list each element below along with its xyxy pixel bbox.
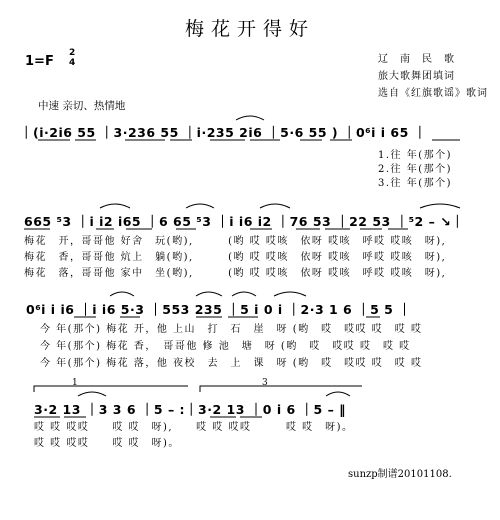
lyric-line: 今 年(那个) 梅花 开，他 上山 打 石 崖 呀 (哟 哎 哎哎 哎 哎 哎: [40, 324, 423, 335]
volta-2-label: 3: [262, 378, 268, 388]
credit-origin: 辽 南 民 歌: [378, 54, 455, 65]
lyric-line: 今 年(那个) 梅花 落，他 夜校 去 上 课 呀 (哟 哎 哎哎 哎 哎 哎: [40, 358, 423, 369]
notes-system-4: 3·2 13 ｜3 3 6 ｜5 – :｜3·2 13 ｜0 i 6 ｜5 – ‖: [34, 402, 346, 417]
lyric-line: 梅花 香，哥哥他 炕上 躺(哟), (哟 哎 哎咳 依呀 哎咳 呼哎 哎咳 呀),: [24, 252, 447, 263]
transcriber-credit: sunzp制谱20101108.: [348, 469, 452, 480]
lyric-line: 1.往 年(那个): [378, 150, 453, 161]
volta-1-label: 1: [72, 378, 78, 388]
notes-system-1: ｜(i·2i6 55 ｜3·236 55 ｜i·235 2i6 ｜5·6 55 ) ｜0⁶i i 65 ｜: [20, 125, 427, 140]
lyric-line: 今 年(那个) 梅花 香， 哥哥他 修 池 塘 呀 (哟 哎 哎哎 哎 哎 哎: [40, 341, 411, 352]
lyric-line: 梅花 开，哥哥他 好舍 玩(哟), (哟 哎 哎咳 依呀 哎咳 呼哎 哎咳 呀),: [24, 236, 447, 247]
song-title: 梅花开得好: [184, 18, 315, 40]
credit-lyricist: 旅大歌舞团填词: [378, 71, 455, 82]
lyric-line: 3.往 年(那个): [378, 178, 453, 189]
lyric-line: 哎 哎 哎哎 哎 哎 呀), 哎 哎 哎哎 哎 哎 呀)。: [34, 422, 354, 433]
notes-system-3: 0⁶i i i6 ｜i i6 5·3 ｜553 235 ｜5 i 0 i ｜2·3 1 6 ｜5 5 ｜: [26, 302, 412, 317]
credit-source: 选自《红旗歌谣》歌词: [378, 88, 488, 99]
key-label: 1=F: [25, 54, 54, 69]
lyric-line: 哎 哎 哎哎 哎 哎 呀)。: [34, 438, 180, 449]
tempo-marking: 中速 亲切、热情地: [38, 100, 126, 112]
time-bottom: 4: [69, 58, 76, 68]
lyric-line: 2.往 年(那个): [378, 164, 453, 175]
notes-system-2: 665 ⁵3 ｜i i2 i65 ｜6 65 ⁵3 ｜i i6 i2 ｜76 53 ｜22 53 ｜⁵2 – ↘｜: [24, 214, 465, 229]
lyric-line: 梅花 落，哥哥他 家中 坐(哟), (哟 哎 哎咳 依呀 哎咳 呼哎 哎咳 呀),: [24, 268, 447, 279]
time-top: 2: [69, 48, 76, 58]
